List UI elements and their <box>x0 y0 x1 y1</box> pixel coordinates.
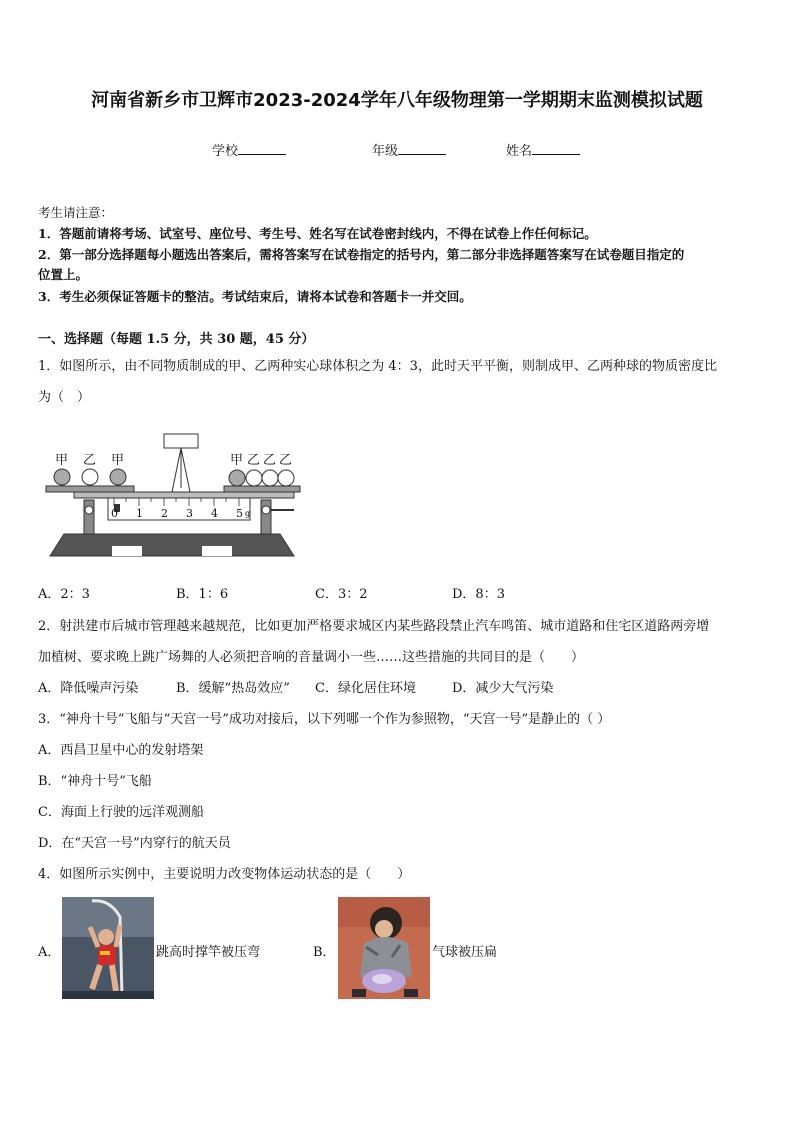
question-2-text-cont: 加植树、要求晚上跳广场舞的人必须把音响的音量调小一些……这些措施的共同目的是（ ） <box>38 650 585 665</box>
ball-label: 甲 <box>55 453 69 468</box>
q4-option-a-caption: 跳高时撑竿被压弯 <box>156 945 261 960</box>
name-blank[interactable] <box>532 142 580 155</box>
school-field <box>212 140 286 159</box>
ball-yi <box>246 470 262 486</box>
adjust-screw-icon <box>262 506 270 514</box>
scale-tick-label: 1 <box>136 507 143 520</box>
question-4-text: 4．如图所示实例中，主要说明力改变物体运动状态的是（ ） <box>38 867 411 882</box>
ball-label: 乙 <box>263 453 277 468</box>
ball-label: 甲 <box>111 453 125 468</box>
right-pan <box>224 486 300 492</box>
school-label: 学校 <box>212 144 239 159</box>
q3-option-c[interactable]: C．海面上行驶的远洋观测船 <box>38 805 204 820</box>
q3-option-b[interactable]: B．“神舟十号”飞船 <box>38 774 152 789</box>
q4-option-b-caption: 气球被压扁 <box>432 945 498 960</box>
q1-option-c[interactable]: C．3：2 <box>315 587 368 602</box>
notice-item: 1．答题前请将考场、试室号、座位号、考生号、姓名写在试卷密封线内，不得在试卷上作任何标记。 <box>38 226 597 241</box>
q3-option-d[interactable]: D．在“天宫一号”内穿行的航天员 <box>38 836 231 851</box>
q2-option-c[interactable]: C．绿化居住环境 <box>315 681 416 696</box>
q1-option-b[interactable]: B．1：6 <box>176 587 229 602</box>
scale-tick-label: 0 <box>111 507 118 520</box>
ball-jia <box>54 469 70 485</box>
scale-tick-label: 4 <box>211 507 218 520</box>
school-blank[interactable] <box>238 142 286 155</box>
q2-option-a[interactable]: A．降低噪声污染 <box>38 681 139 696</box>
question-3-text: 3．“神舟十号”飞船与“天宫一号”成功对接后，以下列哪一个作为参照物，“天宫一号”是静止的（ ） <box>38 712 611 727</box>
dial <box>164 434 198 448</box>
q1-option-a[interactable]: A．2：3 <box>38 587 90 602</box>
balance-base-notch <box>202 546 232 556</box>
balance-figure <box>42 430 304 560</box>
grade-field <box>372 140 446 159</box>
question-2-text: 2．射洪建市后城市管理越来越规范，比如更加严格要求城区内某些路段禁止汽车鸣笛、城市道路和住宅区道路两旁增 <box>38 619 710 634</box>
balance-leg <box>261 500 271 534</box>
pole-vault-photo <box>62 897 154 999</box>
page-title: 河南省新乡市卫辉市2023-2024学年八年级物理第一学期期末监测模拟试题 <box>91 90 703 111</box>
ball-yi <box>262 470 278 486</box>
q3-option-a[interactable]: A．西昌卫星中心的发射塔架 <box>38 743 204 758</box>
balance-base-notch <box>112 546 142 556</box>
q2-option-b[interactable]: B．缓解“热岛效应” <box>176 681 290 696</box>
balloon-photo <box>338 897 430 999</box>
notice-item: 2．第一部分选择题每小题选出答案后，需将答案写在试卷指定的括号内，第二部分非选择题答案写在试卷题目指定的 <box>38 247 685 262</box>
ball-yi <box>82 469 98 485</box>
q4-option-b-letter[interactable]: B． <box>313 945 336 960</box>
ball-yi <box>278 470 294 486</box>
scale-tick-label: 5 <box>236 507 243 520</box>
q2-option-d[interactable]: D．减少大气污染 <box>452 681 554 696</box>
scale-tick-label: 3 <box>186 507 193 520</box>
notice-item: 3．考生必须保证答题卡的整洁。考试结束后，请将本试卷和答题卡一并交回。 <box>38 289 472 304</box>
q1-option-d[interactable]: D．8：3 <box>452 587 505 602</box>
ball-label: 乙 <box>83 453 97 468</box>
grade-label: 年级 <box>372 144 399 159</box>
ball-jia <box>110 469 126 485</box>
q4-option-a-letter[interactable]: A． <box>38 945 61 960</box>
ball-label: 乙 <box>247 453 261 468</box>
section-heading: 一、选择题（每题 1.5 分，共 30 题，45 分） <box>38 332 315 347</box>
balance-base <box>50 534 294 556</box>
balance-beam <box>74 492 294 498</box>
notice-item: 位置上。 <box>38 267 89 282</box>
scale-tick-label: 2 <box>161 507 168 520</box>
ball-label: 乙 <box>279 453 293 468</box>
adjust-screw-icon <box>85 506 93 514</box>
left-pan <box>46 486 134 492</box>
name-label: 姓名 <box>506 144 533 159</box>
ball-label: 甲 <box>230 453 244 468</box>
grade-blank[interactable] <box>398 142 446 155</box>
ball-jia <box>229 470 245 486</box>
question-1-text-cont: 为（ ） <box>38 390 91 405</box>
name-field <box>506 140 580 159</box>
balance-leg <box>84 500 94 534</box>
scale-ruler <box>108 498 250 520</box>
question-1-text: 1．如图所示，由不同物质制成的甲、乙两种实心球体积之为 4：3，此时天平平衡，则制成甲、乙两种球的物质密度比 <box>38 359 717 374</box>
notice-heading: 考生请注意： <box>38 205 114 220</box>
scale-unit: g <box>245 509 251 518</box>
